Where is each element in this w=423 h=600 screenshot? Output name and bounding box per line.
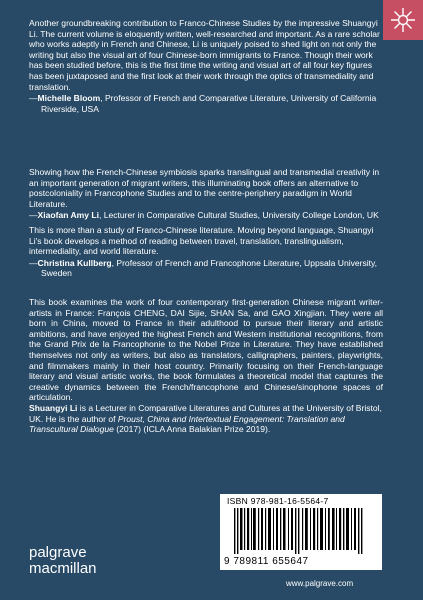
- dash: —: [29, 93, 38, 104]
- author-bio-text: [29, 403, 383, 435]
- palgrave-corner-logo: [383, 0, 423, 40]
- dash: —: [29, 210, 38, 221]
- endorsement-quote: Another groundbreaking contribution to Franco-Chinese Studies by the impressive Shuangyi Li. The current volume is eloquently written, well-researched and important. As a rare scholar who works adeptly in French and Chinese, Li is uniquely poised to shed light on not only the writing but also the visual art of four Chinese-born immigrants to France. Though their work has been studied before, this is the first time the writing and visual art of all four key figures has been juxtaposed and the first look at their work through the optics of transmediality and translation.: [29, 18, 380, 92]
- endorsement-attribution: [29, 210, 383, 221]
- author-name: Shuangyi Li: [29, 403, 78, 413]
- endorser-affiliation: , Lecturer in Comparative Cultural Studies, University College London, UK: [98, 210, 379, 221]
- barcode-bars: [228, 508, 374, 554]
- publisher-name-line2: macmillan: [29, 560, 97, 577]
- author-bio: [29, 403, 383, 435]
- author-bio-part2: (2017) (ICLA Anna Balakian Prize 2019).: [113, 424, 271, 435]
- endorsement-1: [29, 18, 383, 114]
- endorser-affiliation: , Professor of French and Francophone Literature, Uppsala University, Sweden: [41, 257, 378, 279]
- barcode-box: [220, 494, 382, 570]
- publisher-logo: [29, 545, 97, 576]
- author-book-title: Proust, China and Intertextual Engagement: Translation and Transcultural Dialogue: [29, 413, 345, 435]
- endorsement-2: [29, 167, 383, 221]
- publisher-url[interactable]: www.palgrave.com: [286, 579, 354, 588]
- endorsement-attribution: [29, 258, 383, 279]
- publisher-name-line1: palgrave: [29, 544, 87, 561]
- endorsement-3: [29, 225, 383, 279]
- description-text: This book examines the work of four contemporary first-generation Chinese migrant writer-artists in France: François CHENG, DAI Sijie, SHAN Sa, and GAO Xingjian. They were all born in China, moved to France in their adulthood to pursue their literary and artistic ambitions, and have enjoyed the highest French and Western institutional recognitions, from the Grand Prix de la Francophonie to the Nobel Prize in Literature. They have established themselves not only as writers, but also as translators, calligraphers, painters, playwrights, and filmmakers mainly in their host country. Primarily focusing on their French-language literary and visual artistic works, the book formulates a theoretical model that captures the creative dynamics between the French/francophone and Chinese/sinophone spaces of articulation.: [29, 297, 383, 403]
- endorser-affiliation: , Professor of French and Comparative Literature, University of California Riverside, USA: [41, 93, 377, 114]
- barcode-number: 9 789811 655647: [224, 556, 309, 567]
- endorser-name: Christina Kullberg: [37, 257, 112, 268]
- endorsement-attribution: [29, 93, 383, 114]
- book-description: [29, 297, 383, 403]
- endorsement-quote: This is more than a study of Franco-Chinese literature. Moving beyond language, Shuangyi Li's book develops a method of reading between travel, translation, translingualism, intermediality, and world literature.: [29, 225, 374, 257]
- endorser-name: Xiaofan Amy Li: [37, 210, 99, 221]
- author-bio-part1: is a Lecturer in Comparative Literatures and Cultures at the University of Bristol, UK. He is the author of: [29, 403, 382, 424]
- endorsement-quote: Showing how the French-Chinese symbiosis sparks translingual and transmedial creativity in an important generation of migrant writers, this illuminating book offers an alternative to postcoloniality in Francophone Studies and to the centre-periphery paradigm in World Literature.: [29, 167, 380, 209]
- isbn-label: ISBN 978-981-16-5564-7: [227, 496, 329, 506]
- palgrave-star-icon: [389, 6, 417, 34]
- dash: —: [29, 257, 38, 268]
- endorser-name: Michelle Bloom: [37, 93, 101, 104]
